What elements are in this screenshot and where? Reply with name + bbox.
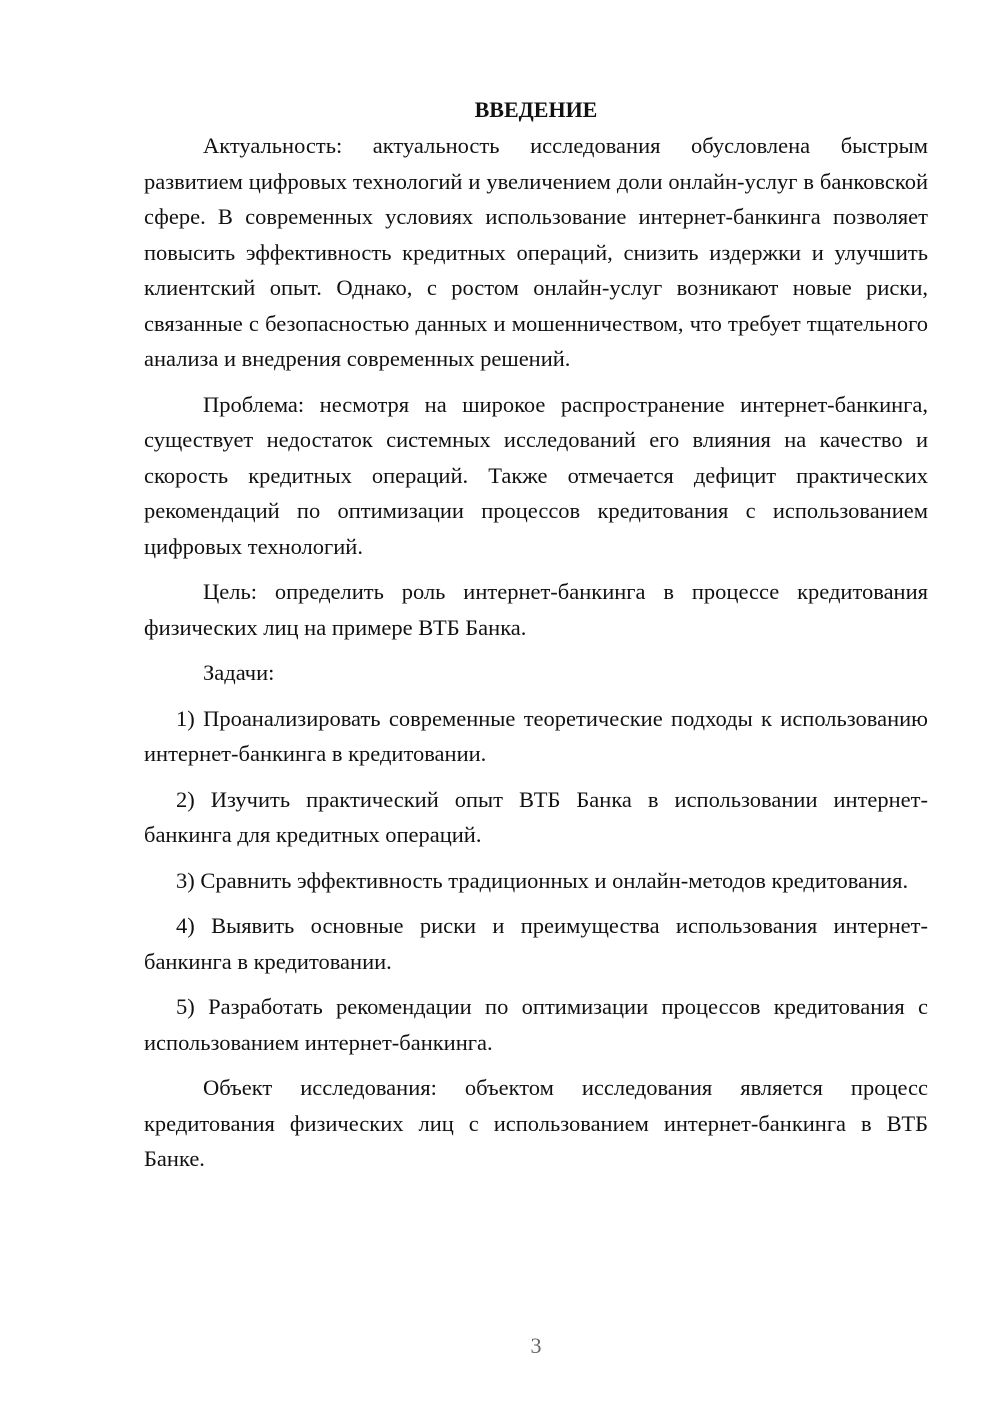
paragraph-object: Объект исследования: объектом исследования является процесс кредитования физических лиц с использованием интернет-банкинга в ВТБ Банке. [144, 1075, 928, 1171]
paragraph-goal: Цель: определить роль интернет-банкинга в процессе кредитования физических лиц на примере ВТБ Банка. [144, 579, 928, 640]
paragraph-relevance: Актуальность: актуальность исследования обусловлена быстрым развитием цифровых технологий и увеличением доли онлайн-услуг в банковской сфере. В современных условиях использование интернет-банкинга позволяет повысить эффективность кредитных операций, снизить издержки и улучшить клиентский опыт. Однако, с ростом онлайн-услуг возникают новые риски, связанные с безопасностью данных и мошенничеством, что требует тщательного анализа и внедрения современных решений. [144, 133, 928, 371]
list-item: 3) Сравнить эффективность традиционных и онлайн-методов кредитования. [176, 867, 909, 893]
list-item: 1) Проанализировать современные теоретические подходы к использованию интернет-банкинга в кредитовании. [144, 705, 928, 766]
document-page [144, 92, 928, 1187]
list-item: 4) Выявить основные риски и преимущества использования интернет-банкинга в кредитовании. [144, 913, 928, 974]
paragraph-problem: Проблема: несмотря на широкое распространение интернет-банкинга, существует недостаток системных исследований его влияния на качество и скорость кредитных операций. Также отмечается дефицит практических рекомендаций по оптимизации процессов кредитования с использованием цифровых технологий. [144, 391, 928, 559]
tasks-label: Задачи: [203, 660, 275, 685]
section-heading: ВВЕДЕНИЕ [474, 97, 598, 122]
list-item: 5) Разработать рекомендации по оптимизации процессов кредитования с использованием интернет-банкинга. [144, 994, 928, 1055]
tasks-list [144, 701, 928, 1061]
list-item: 2) Изучить практический опыт ВТБ Банка в использовании интернет-банкинга для кредитных операций. [144, 786, 928, 847]
page-number: 3 [530, 1333, 542, 1358]
